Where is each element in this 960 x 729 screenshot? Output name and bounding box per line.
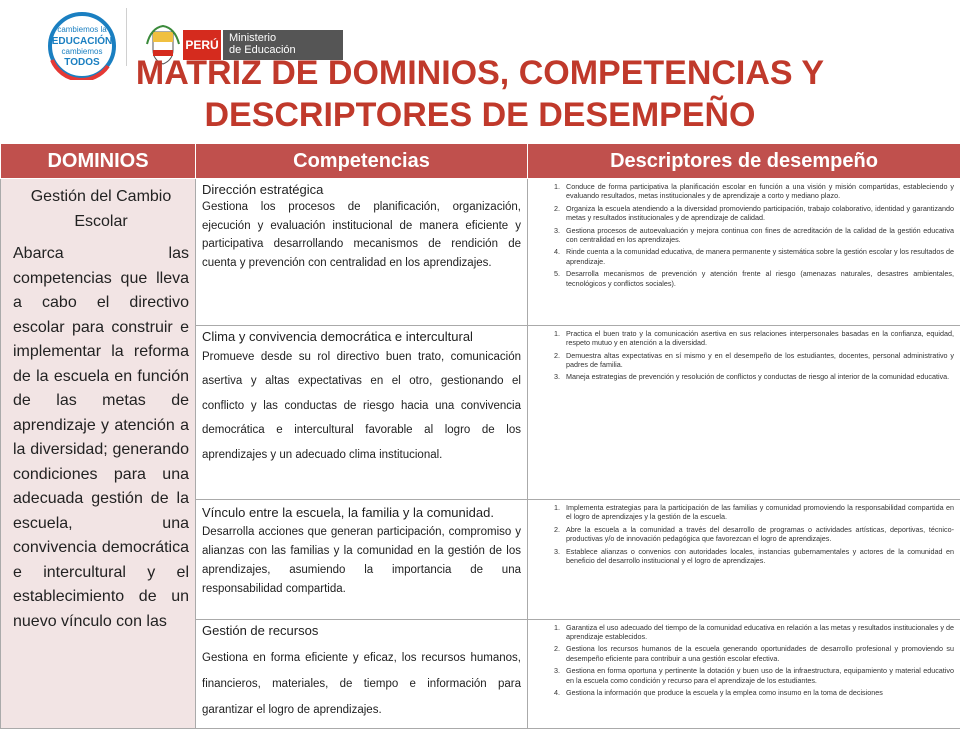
- descriptors-cell: [528, 619, 960, 728]
- title-line: MATRIZ DE DOMINIOS, COMPETENCIAS Y: [0, 52, 960, 94]
- descriptor-list: [534, 503, 954, 565]
- descriptor-item: 1. Garantiza el uso adecuado del tiempo de la comunidad educativa en relación a las metas y resultados institucionales y de aprendizaje establecidos.: [562, 623, 954, 642]
- descriptor-item: 2. Abre la escuela a la comunidad a través del desarrollo de programas o actividades artísticas, deportivas, técnico-productivas y/o de innovación pedagógica que favorezcan el logro de aprendizajes.: [562, 525, 954, 544]
- peru-label: PERÚ: [183, 30, 221, 60]
- logo-text-line: cambiemos la: [57, 25, 107, 34]
- descriptor-item: 3. Gestiona en forma oportuna y pertinente la dotación y buen uso de la infraestructura, equipamiento y material educativo en la escuela como condición y recurso para el aprendizaje de los estudiantes.: [562, 666, 954, 685]
- competency-name: Clima y convivencia democrática e intercultural: [202, 329, 521, 345]
- descriptor-item: 1. Implementa estrategias para la participación de las familias y comunidad promoviendo la responsabilidad compartida en el logro de aprendizajes y la gestión de la escuela.: [562, 503, 954, 522]
- ministry-label-line: de Educación: [229, 44, 343, 56]
- descriptor-item: 1. Conduce de forma participativa la planificación escolar en función a una visión y misión compartidas, estableciendo y evaluando resultados, metas institucionales y de aprendizaje a corto y mediano plazo.: [562, 182, 954, 201]
- descriptor-item: 4. Rinde cuenta a la comunidad educativa, de manera permanente y sistemática sobre la gestión escolar y los resultados de aprendizaje.: [562, 247, 954, 266]
- page-title: [0, 52, 960, 136]
- header-dominios: DOMINIOS: [1, 144, 196, 179]
- competency-cell: [196, 179, 528, 326]
- descriptor-list: [534, 182, 954, 288]
- domain-description: Abarca las competencias que lleva a cabo el directivo escolar para construir e implementar la reforma de la escuela en función de las metas de aprendizaje y atención a la diversidad; generando condiciones para una adecuada gestión de la escuela, una convivencia democrática e intercultural y el establecimiento de un nuevo vínculo con las: [13, 245, 189, 630]
- title-line: DESCRIPTORES DE DESEMPEÑO: [0, 94, 960, 136]
- descriptor-item: 2. Gestiona los recursos humanos de la escuela generando oportunidades de desarrollo profesional y promoviendo su desempeño eficiente para contribuir a una gestión escolar efectiva.: [562, 644, 954, 663]
- header-descriptores: Descriptores de desempeño: [528, 144, 960, 179]
- competency-cell: [196, 325, 528, 499]
- table-row: [1, 179, 960, 326]
- competency-name: Vínculo entre la escuela, la familia y la comunidad.: [202, 503, 521, 523]
- matrix-table: [0, 143, 960, 729]
- descriptor-list: [534, 329, 954, 382]
- descriptor-item: 3. Establece alianzas o convenios con autoridades locales, instancias gubernamentales y actores de la comunidad en beneficio del desarrollo institucional y el logro de aprendizajes.: [562, 547, 954, 566]
- descriptor-item: 4. Gestiona la información que produce la escuela y la emplea como insumo en la toma de decisiones: [562, 688, 954, 697]
- competency-description: Promueve desde su rol directivo buen trato, comunicación asertiva y altas expectativas en el otro, gestionando el conflicto y las conductas de riesgo hacia una convivencia democrática e intercultural favorable al logro de los aprendizajes y un adecuado clima institucional.: [202, 345, 521, 468]
- competency-name: Gestión de recursos: [202, 623, 521, 639]
- logo-text-line: EDUCACIÓN: [52, 34, 113, 47]
- descriptor-item: 1. Practica el buen trato y la comunicación asertiva en sus relaciones interpersonales basadas en la confianza, equidad, respeto mutuo y en atención a la diversidad.: [562, 329, 954, 348]
- descriptor-list: [534, 623, 954, 698]
- descriptor-item: 2. Demuestra altas expectativas en sí mismo y en el desempeño de los estudiantes, docentes, personal administrativo y padres de familia.: [562, 351, 954, 370]
- descriptor-item: 3. Gestiona procesos de autoevaluación y mejora continua con fines de acreditación de la calidad de la gestión educativa con centralidad en los aprendizajes.: [562, 226, 954, 245]
- domain-cell: [1, 179, 196, 729]
- header-competencias: Competencias: [196, 144, 528, 179]
- descriptor-item: 5. Desarrolla mecanismos de prevención y atención frente al riesgo (amenazas naturales, desastres ambientales, tecnológicos y conflictos sociales).: [562, 269, 954, 288]
- competency-cell: [196, 500, 528, 620]
- logo-text-line: cambiemos: [62, 47, 103, 56]
- descriptor-item: 3. Maneja estrategias de prevención y resolución de conflictos y conductas de riesgo al interior de la comunidad educativa.: [562, 372, 954, 381]
- descriptors-cell: [528, 325, 960, 499]
- logo-text-line: TODOS: [64, 57, 100, 68]
- table-header-row: [1, 144, 960, 179]
- descriptors-cell: [528, 179, 960, 326]
- competency-name: Dirección estratégica: [202, 182, 521, 198]
- ministry-label-line: Ministerio: [229, 32, 343, 44]
- competency-description: Gestiona los procesos de planificación, organización, ejecución y evaluación institucional de manera eficiente y participativa desarrollando mecanismos de rendición de cuenta y prevención con centralidad en los aprendizajes.: [202, 198, 521, 272]
- competency-description: Desarrolla acciones que generan participación, compromiso y alianzas con las familias y la comunidad en la gestión de los aprendizajes, asumiendo la importancia de una responsabilidad compartida.: [202, 523, 521, 599]
- domain-name: Gestión del Cambio Escolar: [13, 185, 189, 234]
- descriptor-item: 2. Organiza la escuela atendiendo a la diversidad promoviendo participación, trabajo colaborativo, identidad y garantizando metas y resultados institucionales y de aprendizaje de calidad.: [562, 204, 954, 223]
- competency-cell: [196, 619, 528, 728]
- competency-description: Gestiona en forma eficiente y eficaz, los recursos humanos, financieros, materiales, de tiempo e información para garantizar el logro de aprendizajes.: [202, 645, 521, 723]
- descriptors-cell: [528, 500, 960, 620]
